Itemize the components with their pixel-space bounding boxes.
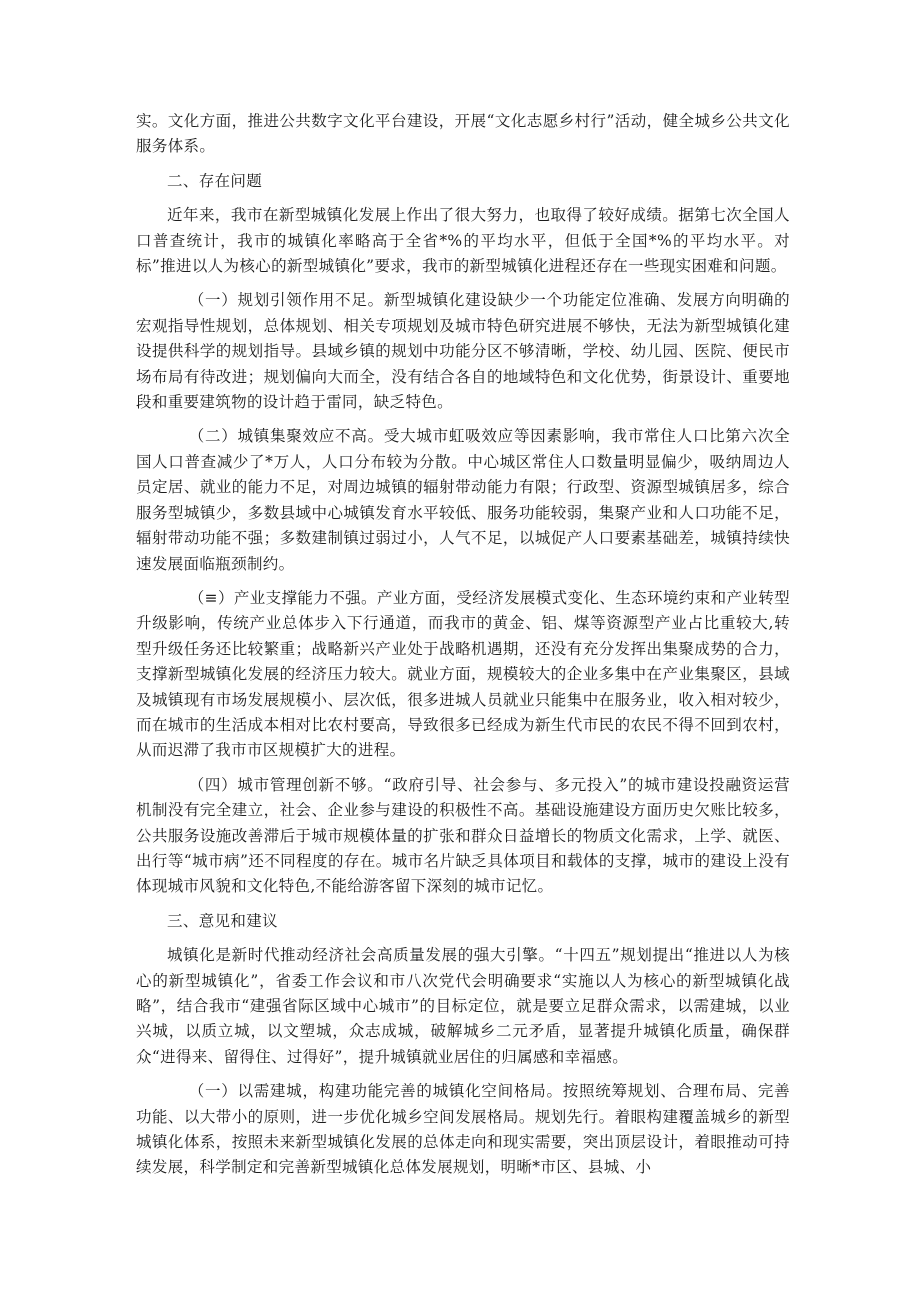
paragraph-problems-intro: 近年来，我市在新型城镇化发展上作出了很大努力，也取得了较好成绩。据第七次全国人口普查统计，我市的城镇化率略高于全省*%的平均水平，但低于全国*%的平均水平。对标”推进以人为核心的新型城镇化”要求，我市的新型城镇化进程还存在一些现实困难和问题。 — [136, 206, 790, 276]
paragraph-suggestions-intro: 城镇化是新时代推动经济社会高质量发展的强大引擎。“十四五”规划提出“推进以人为核心的新型城镇化”，省委工作会议和市八次党代会明确要求“实施以人为核心的新型城镇化战略”，结合我市“建强省际区域中心城市”的目标定位，就是要立足群众需求，以需建城，以业兴城，以质立城，以文塑城，众志成城，破解城乡二元矛盾，显著提升城镇化质量，确保群众“进得来、留得住、过得好”，提升城镇就业居住的归属感和幸福感。 — [136, 946, 790, 1066]
section-heading-suggestions: 三、意见和建议 — [167, 911, 278, 930]
paragraph-problem-3: （≡）产业支撑能力不强。产业方面，受经济发展模式变化、生态环境约束和产业转型升级影响，传统产业总体步入下行通道，而我市的黄金、铝、煤等资源型产业占比重较大,转型升级任务还比较繁重；战略新兴产业处于战略机遇期，还没有充分发挥出集聚成势的合力，支撑新型城镇化发展的经济压力较大。就业方面，规模较大的企业多集中在产业集聚区，县域及城镇现有市场发展规模小、层次低，很多进城人员就业只能集中在服务业，收入相对较少，而在城市的生活成本相对比农村要高，导致很多已经成为新生代市民的农民不得不回到农村，从而迟滞了我市市区规模扩大的进程。 — [136, 588, 790, 760]
section-heading-problems: 二、存在问题 — [167, 171, 263, 190]
paragraph-problem-4: （四）城市管理创新不够。“政府引导、社会参与、多元投入”的城市建设投融资运营机制没有完全建立，社会、企业参与建设的积极性不高。基础设施建设方面历史欠账比较多，公共服务设施改善滞后于城市规模体量的扩张和群众日益增长的物质文化需求，上学、就医、出行等“城市病”还不同程度的存在。城市名片缺乏具体项目和载体的支撑，城市的建设上没有体现城市风貌和文化特色,不能给游客留下深刻的城市记忆。 — [136, 775, 790, 896]
paragraph-intro-tail: 实。文化方面，推进公共数字文化平台建设，开展“文化志愿乡村行”活动，健全城乡公共文化服务体系。 — [136, 112, 790, 156]
document-page — [136, 109, 790, 1190]
paragraph-suggestion-1: （一）以需建城，构建功能完善的城镇化空间格局。按照统筹规划、合理布局、完善功能、以大带小的原则，进一步优化城乡空间发展格局。规划先行。着眼构建覆盖城乡的新型城镇化体系，按照未来新型城镇化发展的总体走向和现实需要，突出顶层设计，着眼推动可持续发展，科学制定和完善新型城镇化总体发展规划，明晰*市区、县城、小 — [136, 1082, 790, 1177]
paragraph-problem-1: （一）规划引领作用不足。新型城镇化建设缺少一个功能定位准确、发展方向明确的宏观指导性规划，总体规划、相关专项规划及城市特色研究进展不够快，无法为新型城镇化建设提供科学的规划指导。县域乡镇的规划中功能分区不够清晰，学校、幼儿园、医院、便民市场布局有待改进；规划偏向大而全，没有结合各自的地域特色和文化优势，街景设计、重要地段和重要建筑物的设计趋于雷同，缺乏特色。 — [136, 291, 790, 412]
paragraph-problem-2: （二）城镇集聚效应不高。受大城市虹吸效应等因素影响，我市常住人口比第六次全国人口普查减少了*万人，人口分布较为分散。中心城区常住人口数量明显偏少，吸纳周边人员定居、就业的能力不足，对周边城镇的辐射带动能力有限；行政型、资源型城镇居多，综合服务型城镇少，多数县域中心城镇发育水平较低、服务功能较弱，集聚产业和人口功能不足，辐射带动功能不强；多数建制镇过弱过小，人气不足，以城促产人口要素基础差，城镇持续快速发展面临瓶颈制约。 — [136, 427, 790, 573]
